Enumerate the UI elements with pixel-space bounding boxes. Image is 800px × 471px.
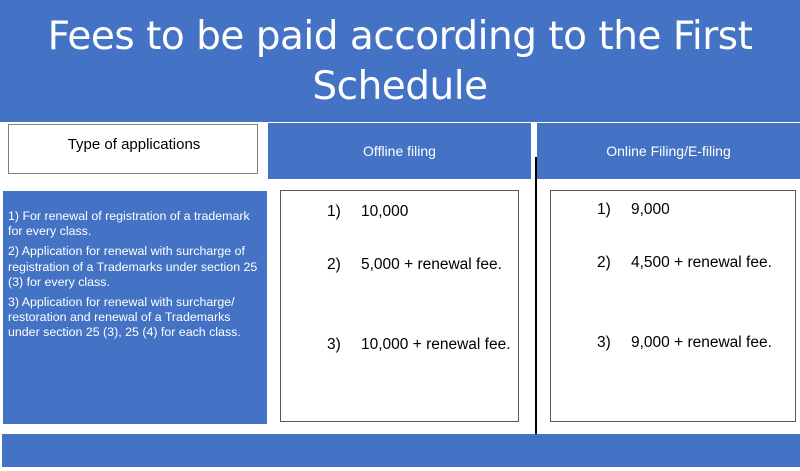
- offline-fees-box: [280, 190, 519, 422]
- type-header-label: Type of applications: [67, 136, 201, 153]
- fee-amount: 9,000: [631, 201, 670, 218]
- application-types-panel: [3, 191, 267, 424]
- offline-filing-header: Offline filing: [268, 123, 531, 179]
- footer-band: [2, 434, 800, 467]
- application-type-item: 3) Application for renewal with surcharge/ restoration and renewal of a Trademarks under section 25 (3), 25 (4) for each class.: [8, 295, 241, 340]
- fee-number: 1): [327, 203, 341, 220]
- offline-fee-item: [327, 199, 512, 225]
- fee-number: 3): [327, 336, 341, 353]
- fee-number: 2): [597, 254, 611, 271]
- fee-number: 3): [597, 334, 611, 351]
- fee-number: 2): [327, 256, 341, 273]
- slide-title: Fees to be paid according to the First Schedule: [47, 14, 753, 109]
- offline-fee-item: [327, 252, 512, 278]
- offline-fee-item: [327, 332, 512, 358]
- online-filing-header: Online Filing/E-filing: [537, 123, 800, 179]
- online-fee-item: [597, 330, 787, 356]
- type-header-box: [8, 124, 258, 174]
- column-divider: [535, 157, 537, 435]
- fee-number: 1): [597, 201, 611, 218]
- application-type-item: 1) For renewal of registration of a trademark for every class.: [8, 209, 250, 239]
- online-fee-item: [597, 197, 787, 223]
- online-fees-box: [550, 190, 796, 422]
- application-type-item: 2) Application for renewal with surcharge of registration of a Trademarks under section 25 (3) for every class.: [8, 244, 258, 289]
- fee-amount: 9,000 + renewal fee.: [631, 334, 772, 351]
- fee-amount: 10,000: [361, 203, 409, 220]
- title-band: [0, 0, 800, 122]
- online-fee-item: [597, 250, 787, 276]
- fee-amount: 4,500 + renewal fee.: [631, 254, 772, 271]
- fee-amount: 5,000 + renewal fee.: [361, 256, 502, 273]
- fee-amount: 10,000 + renewal fee.: [361, 336, 511, 353]
